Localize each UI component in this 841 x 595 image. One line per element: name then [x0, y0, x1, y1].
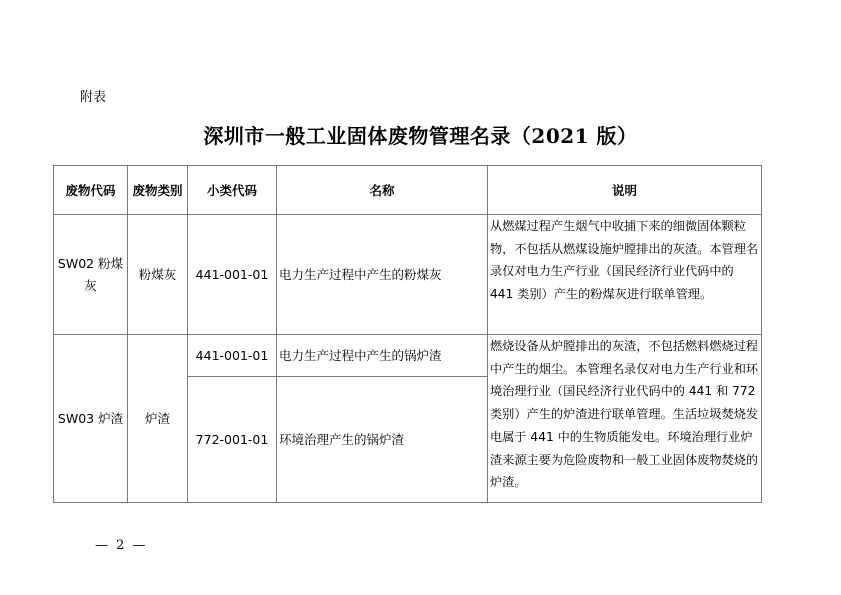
header-sub-code: 小类代码: [188, 166, 277, 215]
waste-catalogue-table: [53, 165, 762, 503]
waste-category-cell: 炉渣: [128, 335, 188, 503]
page-number: — 2 —: [95, 538, 148, 553]
waste-code-cell: SW03 炉渣: [54, 335, 128, 503]
header-explanation: 说明: [488, 166, 762, 215]
name-cell: 环境治理产生的锅炉渣: [277, 377, 488, 503]
document-title: 深圳市一般工业固体废物管理名录（2021 版）: [203, 124, 638, 148]
name-cell: 电力生产过程中产生的粉煤灰: [277, 215, 488, 335]
explanation-cell: 从燃煤过程产生烟气中收捕下来的细微固体颗粒物，不包括从燃煤设施炉膛排出的灰渣。本管理名录仅对电力生产行业（国民经济行业代码中的 441 类别）产生的粉煤灰进行联单管理。: [488, 215, 762, 335]
waste-code-cell: SW02 粉煤灰: [54, 215, 128, 335]
sub-code-cell: 441-001-01: [188, 215, 277, 335]
appendix-label: 附表: [80, 90, 107, 105]
sub-code-cell: 772-001-01: [188, 377, 277, 503]
header-name: 名称: [277, 166, 488, 215]
table-row: [54, 215, 762, 335]
table-header-row: [54, 166, 762, 215]
header-waste-category: 废物类别: [128, 166, 188, 215]
sub-code-cell: 441-001-01: [188, 335, 277, 377]
header-waste-code: 废物代码: [54, 166, 128, 215]
name-cell: 电力生产过程中产生的锅炉渣: [277, 335, 488, 377]
explanation-cell: 燃烧设备从炉膛排出的灰渣，不包括燃料燃烧过程中产生的烟尘。本管理名录仅对电力生产行业和环境治理行业（国民经济行业代码中的 441 和 772 类别）产生的炉渣进行联单管理。生活垃圾焚烧发电属于 441 中的生物质能发电。环境治理行业炉渣来源主要为危险废物和一般工业固体废物焚烧的炉渣。: [488, 335, 762, 503]
table-row: [54, 335, 762, 377]
waste-category-cell: 粉煤灰: [128, 215, 188, 335]
